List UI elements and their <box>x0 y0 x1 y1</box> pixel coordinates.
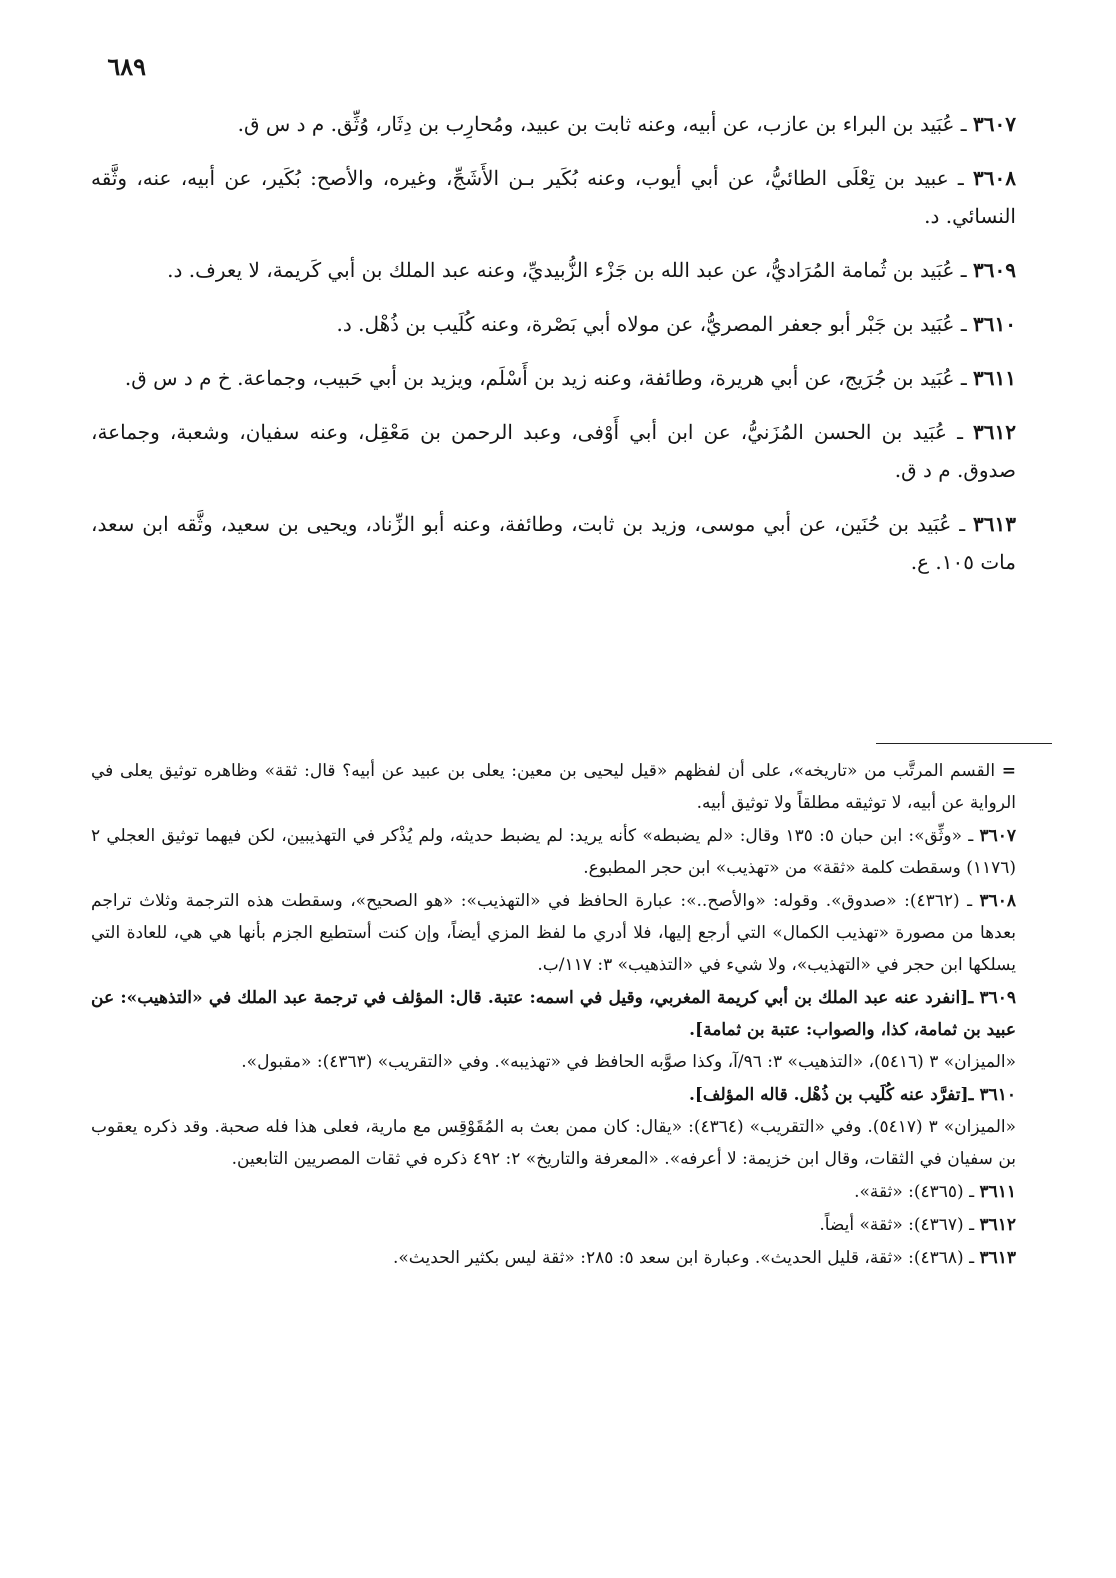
entry <box>91 251 1016 289</box>
footnote <box>91 1209 1016 1241</box>
footnote-text: «الميزان» ٣ (٥٤١٧). وفي «التقريب» (٤٣٦٤): «يقال: كان ممن بعث به المُقَوْقِس مع مارية، فعلى هذا فله صحبة. وقد ذكره يعقوب بن سفيان في الثقات، وقال ابن خزيمة: لا أعرفه». «المعرفة والتاريخ» ٢: ٤٩٢ ذكره في ثقات المصريين التابعين. <box>91 1117 1016 1169</box>
page-number: ٦٨٩ <box>107 52 146 81</box>
footnote-text: ـ «وثِّق»: ابن حبان ٥: ١٣٥ وقال: «لم يضبطه» كأنه يريد: لم يضبط حديثه، ولم يُذْكر في التهذيبين، لكن فيهما توثيق العجلي ٢ (١١٧٦) وسقطت كلمة «ثقة» من «تهذيب» ابن حجر المطبوع. <box>91 826 1016 878</box>
footnote-text: ـ (٤٣٦٨): «ثقة، قليل الحديث». وعبارة ابن سعد ٥: ٢٨٥: «ثقة ليس بكثير الحديث». <box>393 1248 980 1268</box>
footnote-bold-text: ـ[تفرَّد عنه كُلَيب بن ذُهْل. قاله المؤلف]. <box>688 1085 980 1105</box>
entry-text: ـ عبيد بن تِعْلَى الطائيُّ، عن أبي أيوب، وعنه بُكَير بـن الأَشَجِّ، وغيره، والأصح: بُكَير، عن أبيه، عنه، وثَّقه النسائي. د. <box>91 166 1016 228</box>
footnote <box>91 982 1016 1078</box>
entry-number: ٣٦١١ <box>973 366 1016 390</box>
footnote-marker: = <box>1001 761 1016 781</box>
footnote-text: ـ (٤٣٦٧): «ثقة» أيضاً. <box>819 1215 980 1235</box>
entry-number: ٣٦٠٩ <box>973 258 1016 282</box>
footnote-number: ٣٦١٣ <box>979 1248 1016 1268</box>
entry-number: ٣٦١٠ <box>973 312 1016 336</box>
footnote-number: ٣٦١٢ <box>979 1215 1016 1235</box>
footnote-text: ـ (٤٣٦٥): «ثقة». <box>854 1182 980 1202</box>
entry <box>91 105 1016 143</box>
entry-number: ٣٦٠٧ <box>973 112 1016 136</box>
footnote-number: ٣٦١١ <box>979 1182 1016 1202</box>
footnote-number: ٣٦٠٩ <box>979 988 1016 1008</box>
footnote <box>91 755 1016 819</box>
entry-text: ـ عُبَيد بن جُرَيج، عن أبي هريرة، وطائفة، وعنه زيد بن أَسْلَم، ويزيد بن أبي حَبيب، وجماعة. خ م د س ق. <box>124 366 974 390</box>
entry-text: ـ عُبَيد بن البراء بن عازب، عن أبيه، وعنه ثابت بن عبيد، ومُحارِب بن دِثَار، وُثِّق. م د س ق. <box>237 112 974 136</box>
entry-text: ـ عُبَيد بن حُنَين، عن أبي موسى، وزيد بن ثابت، وطائفة، وعنه أبو الزِّناد، ويحيى بن سعيد، وثَّقه ابن سعد، مات ١٠٥. ع. <box>91 512 1016 574</box>
footnote-text: «الميزان» ٣ (٥٤١٦)، «التذهيب» ٣: ٩٦/آ، وكذا صوَّبه الحافظ في «تهذيبه». وفي «التقريب» (٤٣٦٣): «مقبول». <box>241 1052 1016 1072</box>
entry-number: ٣٦١٢ <box>973 420 1016 444</box>
footnote-number: ٣٦٠٨ <box>979 891 1016 911</box>
entry <box>91 413 1016 489</box>
entry-number: ٣٦١٣ <box>973 512 1016 536</box>
entry <box>91 159 1016 235</box>
footnote <box>91 885 1016 981</box>
entry <box>91 505 1016 581</box>
footnotes-list <box>91 755 1016 1275</box>
entries-list <box>91 105 1016 597</box>
footnote-bold-text: ـ[انفرد عنه عبد الملك بن أبي كريمة المغربي، وقيل في اسمه: عتبة. قال: المؤلف في ترجمة عبد الملك في «التذهيب»: عن عبيد بن ثمامة، كذا، والصواب: عتبة بن ثمامة]. <box>91 988 1016 1040</box>
entry-number: ٣٦٠٨ <box>973 166 1016 190</box>
entry-text: ـ عُبَيد بن الحسن المُزَنيُّ، عن ابن أبي أَوْفى، وعبد الرحمن بن مَعْقِل، وعنه سفيان، وشعبة، وجماعة، صدوق. م د ق. <box>91 420 1016 482</box>
footnote-number: ٣٦١٠ <box>979 1085 1016 1105</box>
footnote <box>91 1176 1016 1208</box>
footnote-separator <box>876 743 1052 744</box>
entry <box>91 305 1016 343</box>
footnote <box>91 1242 1016 1274</box>
footnote-text: ـ (٤٣٦٢): «صدوق». وقوله: «والأصح..»: عبارة الحافظ في «التهذيب»: «هو الصحيح»، وسقطت هذه الترجمة وثلاث تراجم بعدها من مصورة «تهذيب الكمال» التي أرجع إليها، فلا أدري ما لفظ المزي أيضاً، وإن كنت أستطيع الجزم بأنها هي هي، للعادة التي يسلكها ابن حجر في «التهذيب»، ولا شيء في «التذهيب» ٣: ١١٧/ب. <box>91 891 1016 975</box>
footnote <box>91 1079 1016 1175</box>
footnote-number: ٣٦٠٧ <box>979 826 1016 846</box>
entry-text: ـ عُبَيد بن ثُمامة المُرَاديُّ، عن عبد الله بن جَزْء الزُّبيديِّ، وعنه عبد الملك بن أبي كَريمة، لا يعرف. د. <box>167 258 974 282</box>
entry <box>91 359 1016 397</box>
footnote <box>91 820 1016 884</box>
footnote-text: القسم المرتَّب من «تاريخه»، على أن لفظهم «قيل ليحيى بن معين: يعلى بن عبيد عن أبيه؟ قال: ثقة» وظاهره توثيق يعلى في الرواية عن أبيه، لا توثيقه مطلقاً ولا توثيق أبيه. <box>91 761 1016 813</box>
entry-text: ـ عُبَيد بن جَبْر أبو جعفر المصريُّ، عن مولاه أبي بَصْرة، وعنه كُلَيب بن ذُهْل. د. <box>336 312 974 336</box>
